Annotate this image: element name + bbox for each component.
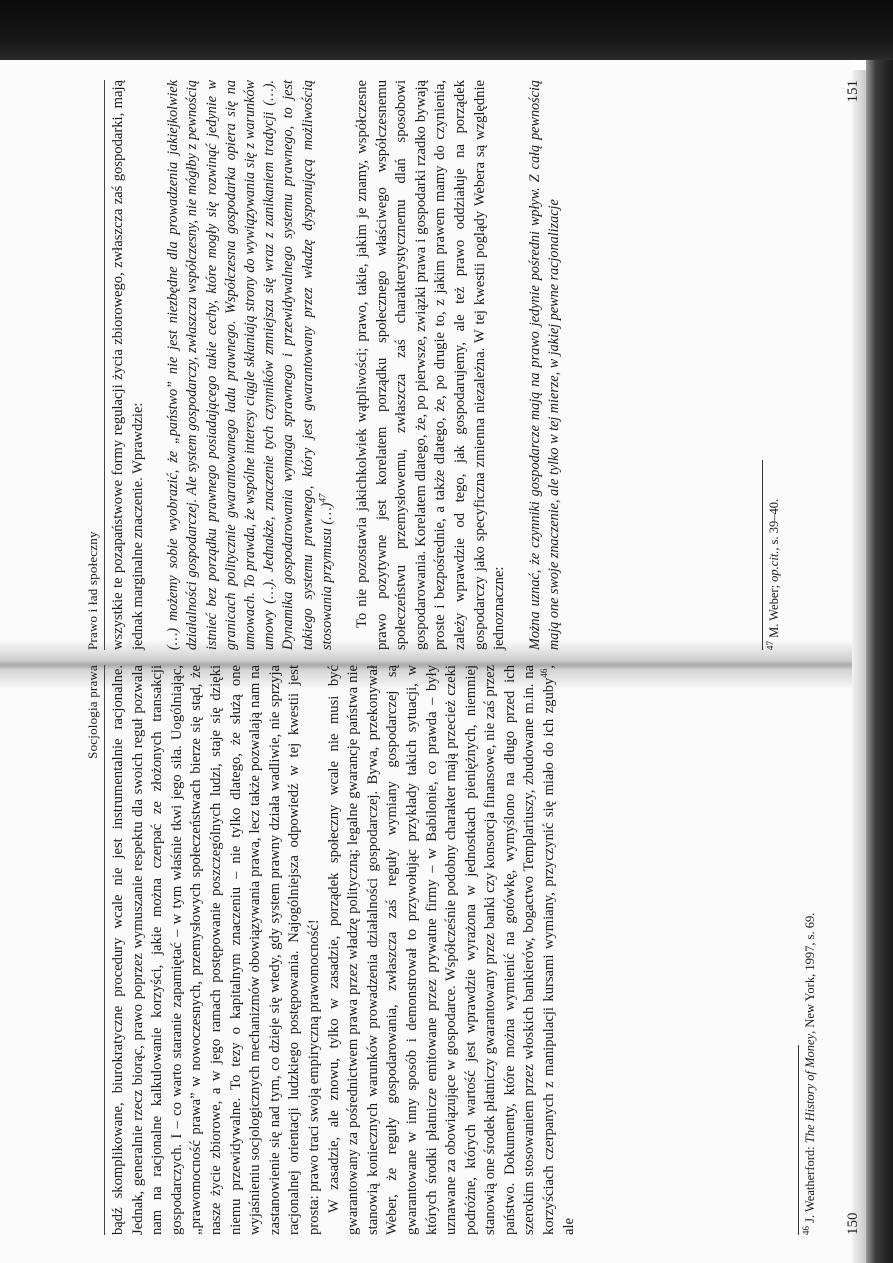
paragraph [325,665,580,1235]
scanner-dark-side [866,60,893,1263]
quote-text [164,80,337,650]
block-quote [526,80,564,650]
footnote-author: M. Weber; [767,584,781,638]
header-rule [104,80,105,650]
footnote-rest: , New York, 1997, s. 69. [803,912,817,1034]
page-150 [85,665,865,1235]
quote-body: Można uznać, że czynniki gospodarcze mają na prawo jedynie pośredni wpływ. Z całą pewnością mają one swoje znaczenie, ale tylko w tej mierze, w jakiej pewne racjonalizacje [526,80,562,650]
page-number: 150 [845,1212,861,1235]
block-quote [164,80,337,650]
scanner-dark-edge [0,0,893,60]
footnote-number: 46 [800,1226,811,1235]
footnote-ref: 46 [539,668,550,678]
footnote-rule [762,460,763,650]
body-text [109,80,580,650]
footnote-title: The History of Money [803,1033,817,1144]
footnote [802,665,818,1235]
paragraph-text: W zasadzie, ale znowu, tylko w zasadzie, porządek społeczny wcale nie musi być gwarantowany za pośrednictwem prawa przez władzę polityczną; legalne gwarancje państwa nie stanowią koniecznych warunków prowadzenia działalności gospodarczej. Bywa, przekonywał Weber, że reguły gospodarowania, zwłaszcza zaś reguły wymiany gospodarczej są gwarantowane w inny sposób i demonstrował to przywołując przykłady takich sytuacji, w których środki płatnicze emitowane przez prywatne firmy – w Babilonie, co prawda – były uznawane za obowiązujące w gospodarce. Współcześnie podobny charakter mają przecież czeki podróżne, których wartość jest wprawdzie wyrażona w jednostkach pieniężnych, niemniej stanowią one środek płatniczy gwarantowany przez banki czy konsorcja finansowe, nie zaś przez państwo. Dokumenty, które można wymienić na gotówkę, wymyślono na długo przed ich szerokim stosowaniem przez włoskich bankierów, bogactwo Templariuszy, zbudowane m.in. na korzyściach czerpanych z manipulacji kursami wymiany, przyczynić się miało do ich zguby [325,665,558,1235]
footnote-author: J. Weatherford: [803,1146,817,1223]
page-151 [85,80,865,650]
paragraph: bądź skomplikowane, biurokratyczne procedury wcale nie jest instrumentalnie racjonalne. Jednak, generalnie rzecz biorąc, prawo poprzez wymuszanie respektu dla swoich reguł pozwala nam na racjonalne kalkulowanie korzyści, jakie można czerpać ze złożonych transakcji gospodarczych. I – co warto staranie zapamiętać – w tym właśnie tkwi jego siła. Uogólniając, „prawomocność prawa” w nowoczesnych, przemysłowych społeczeństwach bierze się stąd, że nasze życie zbiorowe, a w jego ramach postępowanie poszczególnych ludzi, staje się dzięki niemu przewidywalne. To tezy o kapitalnym znaczeniu – nie tylko dlatego, że służą one wyjaśnieniu socjologicznych mechanizmów obowiązywania prawa, lecz także pozwalają nam na zastanowienie się nad tym, co dzieje się wtedy, gdy system prawny działa wadliwie, nie sprzyja racjonalnej orientacji ludzkiego postępowania. Najogólniejsza odpowiedź w tej kwestii jest prosta: prawo traci swoją empiryczną prawomocność! [110,665,322,1235]
quote-body: (…) możemy sobie wyobrazić, że „państwo” nie jest niezbędne dla prowadzenia jakiejkolwiek działalności gospodarczej. Ale system gospodarczy, zwłaszcza współczesny, nie mógłby z pewnością istnieć bez porządku prawnego posiadającego takie cechy, które mogły się rozwinąć jedynie w granicach politycznie gwarantowanego ładu prawnego. Współczesna gospodarka opiera się na umowach. To prawda, że wspólne interesy ciągle skłaniają strony do wywiązywania się z warunków umowy (…). Jednakże, znaczenie tych czynników zmniejsza się wraz z zanikaniem tradycji (…). Dynamika gospodarowania wymaga sprawnego i przewidywalnego systemu prawnego, to jest takiego systemu prawnego, który jest gwarantowany przez władzę dysponującą możliwością stosowania przymusu (…) [165,80,335,650]
paragraph: wszystkie te pozapaństwowe formy regulacji życia zbiorowego, zwłaszcza zaś gospodarki, mają jednak marginalne znaczenie. Wprawdzie: [110,80,146,650]
paragraph: To nie pozostawia jakichkolwiek wątpliwości; prawo, takie, jakim je znamy, współczesne prawo pozytywne jest korelatem porządku społecznego właściwego współczesnemu społeczeństwu przemysłowemu, zwłaszcza zaś charakterystycznemu dlań sposobowi gospodarowania. Korelatem dlatego, że, po pierwsze, związki prawa i gospodarki rzadko bywają proste i bezpośrednie, a także dlatego, że, po drugie to, z jakim prawem mamy do czynienia, zależy wprawdzie od tego, jak gospodarujemy, ale też prawo oddziałuje na porządek gospodarczy jako specyficzna zmienna niezależna. W tej kwestii poglądy Webera są względnie jednoznaczne: [354,80,508,650]
footnote-rest: , s. 39–40. [767,498,781,551]
footnote-ref: 47 [317,493,328,503]
running-head: Prawo i ład społeczny [85,531,100,650]
body-text [109,665,579,1235]
footnote-title: op.cit. [767,550,781,582]
page-number: 151 [845,80,861,103]
paragraph-tail: , ale [541,665,577,1235]
footnote [766,80,782,650]
running-head: Socjologia prawa [85,665,100,759]
header-rule [104,665,105,1235]
footnote-number: 47 [764,641,775,650]
footnote-rule [798,1045,799,1235]
